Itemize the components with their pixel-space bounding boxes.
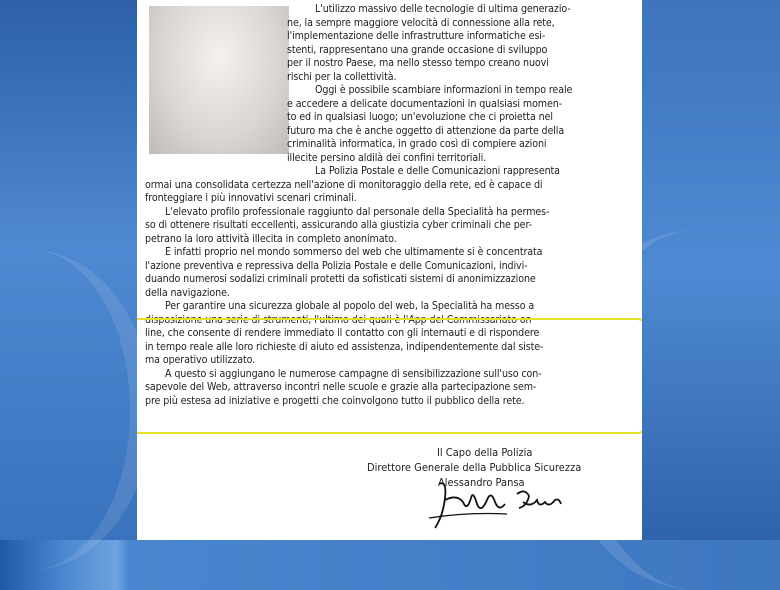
letter-body	[137, 3, 634, 408]
text-line: ma operativo utilizzato.	[145, 354, 256, 366]
text-line: L'utilizzo massivo delle tecnologie di ultima generazio-	[315, 3, 571, 15]
text-line: stenti, rappresentano una grande occasione di sviluppo	[287, 43, 548, 56]
paragraph-7	[137, 368, 634, 409]
text-line: futuro ma che è anche oggetto di attenzione da parte della	[287, 124, 565, 137]
letter-page	[137, 0, 642, 540]
text-line: l'azione preventiva e repressiva della Polizia Postale e delle Comunicazioni, indivi-	[145, 259, 528, 272]
text-line: rischi per la collettività.	[287, 70, 397, 83]
text-line: e accedere a delicate documentazioni in qualsiasi momen-	[287, 97, 563, 110]
text-line: Oggi è possibile scambiare informazioni in tempo reale	[315, 84, 573, 96]
signature-title: Il Capo della Polizia	[437, 446, 533, 459]
signature-role: Direttore Generale della Pubblica Sicurezza	[367, 461, 582, 474]
text-line: Per garantire una sicurezza globale al popolo del web, la Specialità ha messo a	[165, 300, 535, 312]
text-line: petrano la loro attività illecita in completo anonimato.	[145, 232, 397, 245]
text-line: pre più estesa ad iniziative e progetti che coinvolgono tutto il pubblico della rete.	[145, 394, 525, 407]
text-line: criminalità informatica, in grado così di compiere azioni	[287, 138, 547, 150]
text-line: so di ottenere risultati eccellenti, assicurando alla giustizia cyber criminali che per-	[145, 219, 532, 231]
text-line: l'implementazione delle infrastrutture informatiche esi-	[287, 30, 546, 42]
text-line: della navigazione.	[145, 286, 230, 299]
paragraph-5	[137, 246, 634, 300]
text-line: in tempo reale alle loro richieste di aiuto ed assistenza, indipendentemente dal siste-	[145, 340, 544, 353]
text-line: È infatti proprio nel mondo sommerso del web che ultimamente si è concentrata	[165, 246, 543, 258]
paragraph-2	[137, 84, 634, 165]
signature-name: Alessandro Pansa	[438, 476, 525, 489]
text-line: sapevole del Web, attraverso incontri nelle scuole e grazie alla partecipazione sem-	[145, 381, 537, 393]
text-line: to ed in qualsiasi luogo; un'evoluzione che ci proietta nel	[287, 111, 553, 123]
text-line: line, che consente di rendere immediato il contatto con gli internauti e di rispondere	[145, 327, 540, 339]
paragraph-3	[137, 165, 634, 206]
handwritten-signature	[427, 478, 567, 534]
text-line: illecite persino aldilà dei confini territoriali.	[287, 151, 487, 164]
text-line: per il nostro Paese, ma nello stesso tempo creano nuovi	[287, 57, 549, 69]
text-line: fronteggiare i più innovativi scenari criminali.	[145, 192, 357, 204]
text-line: disposizione una serie di strumenti, l'ultimo dei quali è l'App del Commissariato on	[145, 313, 532, 326]
text-line: duando numerosi sodalizi criminali protetti da sofisticati sistemi di anonimizzazione	[145, 273, 536, 285]
paragraph-4	[137, 206, 634, 247]
text-line: ormai una consolidata certezza nell'azione di monitoraggio della rete, ed è capace di	[145, 178, 543, 191]
text-line: L'elevato profilo professionale raggiunto dal personale della Specialità ha permes-	[165, 205, 550, 218]
text-line: ne, la sempre maggiore velocità di connessione alla rete,	[287, 16, 555, 29]
text-line: La Polizia Postale e delle Comunicazioni rappresenta	[315, 165, 560, 177]
text-line: A questo si aggiungano le numerose campagne di sensibilizzazione sull'uso con-	[165, 367, 542, 380]
paragraph-1	[137, 3, 634, 84]
paragraph-6	[137, 300, 634, 368]
